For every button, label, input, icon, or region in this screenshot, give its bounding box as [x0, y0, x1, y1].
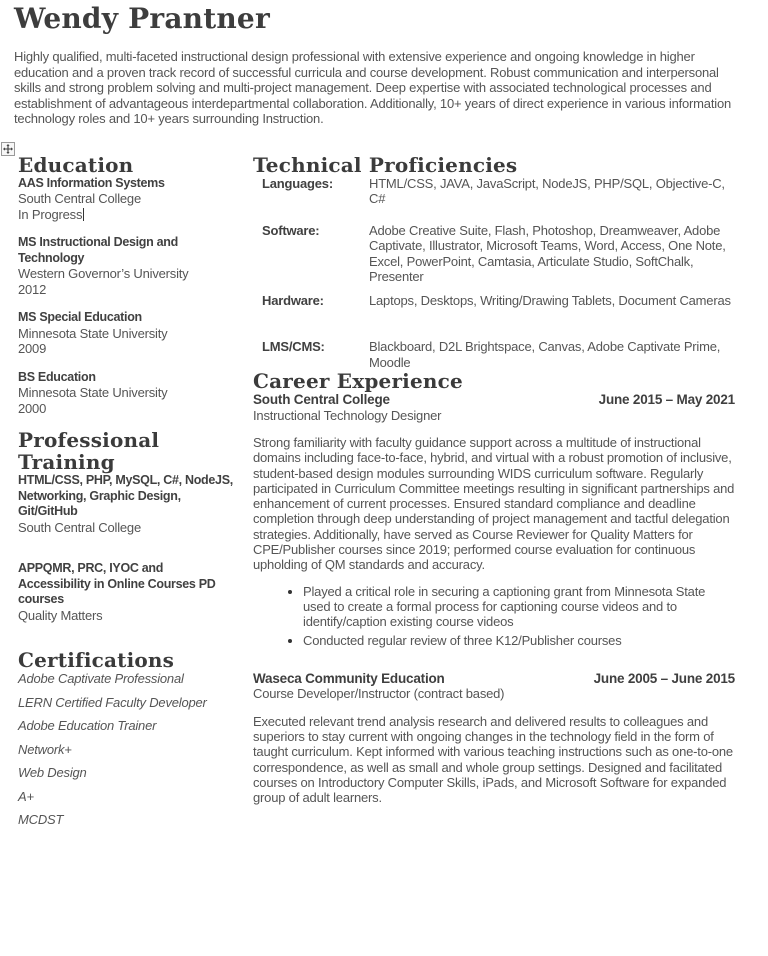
career-experience-heading: Career Experience — [253, 369, 463, 393]
job-entry — [253, 671, 735, 806]
certification-item: A+ — [18, 788, 34, 804]
job-entry — [253, 392, 735, 648]
tech-row-label: Software: — [262, 222, 320, 238]
tech-row — [253, 339, 735, 370]
education-item-school: Minnesota State University — [18, 325, 168, 341]
bullet-item — [303, 584, 735, 630]
education-item-school: Western Governor’s University — [18, 266, 189, 281]
training-item — [18, 473, 238, 535]
education-item-school: Minnesota State University — [18, 385, 168, 400]
move-arrows-icon — [3, 144, 13, 154]
job-header — [253, 392, 735, 408]
job-title: Instructional Technology Designer — [253, 407, 442, 423]
right-column — [238, 154, 768, 836]
training-item-title: APPQMR, PRC, IYOC and Accessibility in Online Courses PD courses — [18, 561, 216, 606]
job-bullet-list — [253, 584, 735, 648]
training-item — [18, 561, 238, 623]
education-item-title: BS Education — [18, 369, 96, 384]
education-item-title: MS Instructional Design and Technology — [18, 235, 178, 265]
certification-item: LERN Certified Faculty Developer — [18, 694, 207, 710]
education-item-status-text: In Progress — [18, 206, 83, 222]
tech-row-label: Languages: — [262, 175, 333, 191]
job-company: Waseca Community Education — [253, 670, 445, 686]
education-item — [18, 176, 238, 223]
tech-row-value: HTML/CSS, JAVA, JavaScript, NodeJS, PHP/SQL, Objective-C, C# — [369, 175, 725, 206]
summary-paragraph: Highly qualified, multi-faceted instructional design professional with extensive experience and ongoing knowledge in higher education and a proven track record of successful curricula and course development. Robust communication and interpersonal skills and strong problem solving and multi-project management. Deep expertise with associated technological processes and establishment of advantageous interdepartmental collaboration. Additionally, 10+ years of direct experience in various information technology roles and 10+ years surrounding Instruction. — [14, 49, 731, 126]
certification-item: Network+ — [18, 741, 72, 757]
training-item-title: HTML/CSS, PHP, MySQL, C#, NodeJS, Networking, Graphic Design, Git/GitHub — [18, 473, 233, 518]
bullet-item — [303, 633, 735, 648]
job-company: South Central College — [253, 392, 390, 407]
bullet-text: Conducted regular review of three K12/Publisher courses — [303, 632, 622, 648]
education-item-title: AAS Information Systems — [18, 175, 165, 190]
tech-row-value: Adobe Creative Suite, Flash, Photoshop, Dreamweaver, Adobe Captivate, Illustrator, Microsoft Teams, Word, Access, One Note, Excel, PowerPoint, Camtasia, Articulate Studio, SoftChalk, Presenter — [369, 222, 726, 284]
education-item-date: 2012 — [18, 281, 47, 297]
tech-row-label: LMS/CMS: — [262, 339, 325, 354]
job-title: Course Developer/Instructor (contract based) — [253, 686, 505, 702]
education-item — [18, 235, 238, 297]
training-item-org: South Central College — [18, 519, 141, 535]
table-move-handle-icon[interactable] — [1, 142, 15, 156]
education-item — [18, 310, 238, 357]
tech-row — [253, 176, 735, 207]
left-column — [18, 154, 238, 836]
page-title: Wendy Prantner — [14, 2, 270, 35]
job-description: Executed relevant trend analysis research and delivered results to colleagues and superiors to stay current with ongoing changes in the technology field in the form of taught curriculum. Kept informed with various teaching instructions such as one-to-one correspondence, as well as small and whole group settings. Designed and facilitated courses on Introductory Computer Skills, iPads, and Microsoft Software for expanded group of adult learners. — [253, 713, 733, 806]
education-item — [18, 370, 238, 417]
training-item-org: Quality Matters — [18, 607, 103, 623]
tech-row — [253, 293, 735, 309]
tech-row-value: Blackboard, D2L Brightspace, Canvas, Adobe Captivate Prime, Moodle — [369, 339, 721, 370]
job-dates: June 2015 – May 2021 — [598, 392, 735, 407]
resume-body — [0, 154, 768, 836]
certification-item: Adobe Captivate Professional — [18, 671, 184, 686]
tech-row — [253, 223, 735, 285]
education-item-title: MS Special Education — [18, 310, 142, 324]
certification-item: Adobe Education Trainer — [18, 718, 157, 733]
job-dates: June 2005 – June 2015 — [593, 670, 735, 686]
certification-item: MCDST — [18, 812, 64, 827]
education-item-status — [18, 207, 238, 223]
education-item-date: 2000 — [18, 400, 47, 416]
certification-item: Web Design — [18, 765, 87, 780]
job-description: Strong familiarity with faculty guidance support across a multitude of instructional domains including face-to-face, hybrid, and virtual with a robust promotion of inclusive, student-based design modules surrounding WIDS curriculum software. Regularly participated in Curriculum Committee meetings resulting in significant partnerships and enhancement of current processes. Ensured standard compliance and deadline completion through deep understanding of project management and tactful delegation strategies. Additionally, have served as Course Reviewer for Quality Matters for CPE/Publisher courses since 2019; performed course evaluation for continuous upholding of QM standards and accuracy. — [253, 435, 735, 573]
education-item-school: South Central College — [18, 191, 141, 206]
tech-row-value: Laptops, Desktops, Writing/Drawing Tablets, Document Cameras — [369, 292, 731, 308]
education-heading: Education — [18, 152, 134, 177]
tech-row-label: Hardware: — [262, 292, 324, 308]
bullet-text: Played a critical role in securing a captioning grant from Minnesota State used to create a formal process for captioning course videos and to identify/caption existing course videos — [303, 583, 706, 630]
education-item-date: 2009 — [18, 341, 47, 356]
certifications-heading: Certifications — [18, 648, 175, 672]
technical-proficiencies-heading: Technical Proficiencies — [253, 152, 518, 177]
text-cursor-icon — [83, 208, 84, 221]
professional-training-heading: Professional Training — [18, 428, 160, 474]
job-header — [253, 671, 735, 687]
